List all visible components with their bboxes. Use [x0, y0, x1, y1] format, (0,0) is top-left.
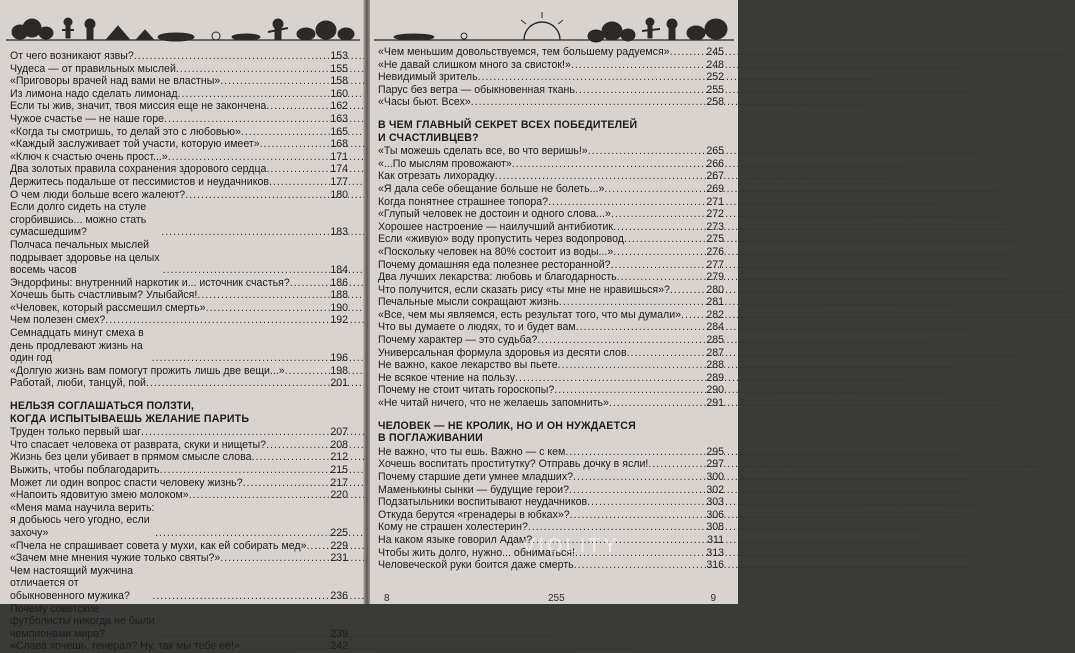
toc-entry[interactable]: Труден только первый шаг ..... 207 — [10, 426, 348, 439]
toc-entry[interactable]: Что спасает человека от разврата, скуки и нищеты? ..... 208 — [10, 439, 348, 452]
toc-entry[interactable]: Жизнь без цели убивает в прямом смысле слова ..... 212 — [10, 451, 348, 464]
toc-entry[interactable]: Чем полезен смех? ..... 192 — [10, 314, 348, 327]
toc-entry[interactable]: «Слава хочешь, генерал? Ну, так мы тебе ее!» ..... 242 — [10, 640, 348, 653]
toc-entry[interactable]: Откуда берутся «гренадеры в юбках»? ..... 306 — [378, 509, 724, 522]
toc-entry[interactable]: «Глупый человек не достоин и одного слова...» ..... 272 — [378, 208, 724, 221]
toc-entry[interactable]: Держитесь подальше от пессимистов и неудачников ..... 177 — [10, 176, 348, 189]
toc-entry[interactable]: «...По мыслям провожают» ..... 266 — [378, 158, 724, 171]
toc-entry[interactable]: Из лимона надо сделать лимонад ..... 160 — [10, 88, 348, 101]
toc-entry[interactable]: На каком языке говорил Адам? ..... 311 — [378, 534, 724, 547]
toc-entry[interactable]: Когда понятнее страшнее топора? ..... 271 — [378, 196, 724, 209]
toc-entry[interactable]: «Долгую жизнь вам помогут прожить лишь две вещи...» ..... 198 — [10, 365, 348, 378]
toc-entry[interactable]: Печальные мысли сокращают жизнь ..... 281 — [378, 296, 724, 309]
right-page — [370, 0, 738, 604]
toc-entry[interactable]: Семнадцать минут смеха в день продлевают жизнь на один год ..... 196 — [10, 327, 348, 365]
toc-entry[interactable]: Хочешь воспитать проститутку? Отправь дочку в ясли! ..... 297 — [378, 458, 724, 471]
footer-mark: 8 — [384, 593, 390, 604]
toc-entry[interactable]: От чего возникают язвы? ..... 153 — [10, 50, 348, 63]
toc-entry[interactable]: «Каждый заслуживает той участи, которую имеет» ..... 168 — [10, 138, 348, 151]
toc-entry[interactable]: «Ты можешь сделать все, во что веришь!» ..... 265 — [378, 145, 724, 158]
toc-entry[interactable]: Если долго сидеть на стуле сгорбившись... можно стать сумасшедшим? ..... 183 — [10, 201, 348, 239]
toc-entry[interactable]: Не важно, какое лекарство вы пьете ..... 288 — [378, 359, 724, 372]
toc-entry[interactable]: Может ли один вопрос спасти человеку жизнь? ..... 217 — [10, 477, 348, 490]
toc-entry[interactable]: Почему не стоит читать гороскопы? ..... 290 — [378, 384, 724, 397]
toc-entry[interactable]: «Чем меньшим довольствуемся, тем большему радуемся» ..... 245 — [378, 46, 724, 59]
toc-entry[interactable]: «Зачем мне мнения чужие только святы?» ..... 231 — [10, 552, 348, 565]
toc-entry[interactable]: О чем люди больше всего жалеют? ..... 180 — [10, 189, 348, 202]
toc-entry[interactable]: Если ты жив, значит, твоя миссия еще не закончена ..... 162 — [10, 100, 348, 113]
footer-mark: 255 — [548, 593, 565, 604]
toc-entry[interactable]: Что вы думаете о людях, то и будет вам ..... 284 — [378, 321, 724, 334]
toc-entry[interactable]: Выжить, чтобы поблагодарить ..... 215 — [10, 464, 348, 477]
toc-entry[interactable]: Парус без ветра — обыкновенная ткань ..... 255 — [378, 84, 724, 97]
toc-entry[interactable]: «Пчела не спрашивает совета у мухи, как ей собирать мед» ..... 229 — [10, 540, 348, 553]
toc-entry[interactable]: Как отрезать лихорадку ..... 267 — [378, 170, 724, 183]
toc-entry[interactable]: Почему домашняя еда полезнее ресторанной? ..... 277 — [378, 259, 724, 272]
footer-mark: 9 — [710, 593, 716, 604]
toc-entry[interactable]: Человеческой руки боится даже смерть ..... 316 — [378, 559, 724, 572]
toc-entry[interactable]: «Когда ты смотришь, то делай это с любовью» ..... 165 — [10, 126, 348, 139]
toc-entry[interactable]: Чужое счастье — не наше горе ..... 163 — [10, 113, 348, 126]
toc-entry[interactable]: Почему советские футболисты никогда не были чемпионами мира? ..... 239 — [10, 603, 348, 641]
toc-entry[interactable]: «Приговоры врачей над вами не властны» ..... 158 — [10, 75, 348, 88]
toc-entry[interactable]: Невидимый зритель ..... 252 — [378, 71, 724, 84]
toc-entry[interactable]: «Человек, который рассмешил смерть» ..... 190 — [10, 302, 348, 315]
watermark: VIOLITY — [522, 535, 620, 557]
toc-list-right — [378, 46, 724, 572]
doodle-strip-icon — [6, 4, 360, 44]
toc-entry[interactable]: «Поскольку человек на 80% состоит из воды...» ..... 276 — [378, 246, 724, 259]
toc-entry[interactable]: Работай, люби, танцуй, пой ..... 201 — [10, 377, 348, 390]
toc-entry[interactable]: Два лучших лекарства: любовь и благодарность ..... 279 — [378, 271, 724, 284]
toc-entry[interactable]: Чем настоящий мужчина отличается от обыкновенного мужика? ..... 236 — [10, 565, 348, 603]
toc-entry[interactable]: Не важно, что ты ешь. Важно — с кем ..... 295 — [378, 446, 724, 459]
section-heading: В ЧЕМ ГЛАВНЫЙ СЕКРЕТ ВСЕХ ПОБЕДИТЕЛЕЙ И СЧАСТЛИВЦЕВ? — [378, 118, 638, 144]
toc-entry[interactable]: «Не давай слишком много за свисток!» ..... 248 — [378, 59, 724, 72]
toc-entry[interactable]: «Часы бьют. Всех» ..... 258 — [378, 96, 724, 109]
toc-entry[interactable]: Эндорфины: внутренний наркотик и... источник счастья? ..... 186 — [10, 277, 348, 290]
toc-entry[interactable]: Кому не страшен холестерин? ..... 308 — [378, 521, 724, 534]
toc-entry[interactable]: Почему старшие дети умнее младших? ..... 300 — [378, 471, 724, 484]
section-heading: ЧЕЛОВЕК — НЕ КРОЛИК, НО И ОН НУЖДАЕТСЯ В ПОГЛАЖИВАНИИ — [378, 419, 636, 445]
toc-entry[interactable]: Маменькины сынки — будущие герои? ..... 302 — [378, 484, 724, 497]
decorative-header-strip — [374, 4, 734, 44]
doodle-strip-icon — [374, 4, 734, 44]
left-page — [0, 0, 364, 653]
toc-entry[interactable]: Хорошее настроение — наилучший антибиотик ..... 273 — [378, 221, 724, 234]
toc-entry[interactable]: Хочешь быть счастливым? Улыбайся! ..... 188 — [10, 289, 348, 302]
toc-entry[interactable]: Подзатыльники воспитывают неудачников ..... 303 — [378, 496, 724, 509]
toc-entry[interactable]: Если «живую» воду пропустить через водопровод ..... 275 — [378, 233, 724, 246]
toc-entry[interactable]: «Не читай ничего, что не желаешь запомнить» ..... 291 — [378, 397, 724, 410]
toc-entry[interactable]: Почему характер — это судьба? ..... 285 — [378, 334, 724, 347]
toc-entry[interactable]: «Напоить ядовитую змею молоком» ..... 220 — [10, 489, 348, 502]
toc-entry[interactable]: Не всякое чтение на пользу ..... 289 — [378, 372, 724, 385]
toc-entry[interactable]: Два золотых правила сохранения здорового сердца ..... 174 — [10, 163, 348, 176]
decorative-header-strip — [6, 4, 360, 44]
toc-entry[interactable]: Универсальная формула здоровья из десяти слов ..... 287 — [378, 347, 724, 360]
section-heading: НЕЛЬЗЯ СОГЛАШАТЬСЯ ПОЛЗТИ, КОГДА ИСПЫТЫВАЕШЬ ЖЕЛАНИЕ ПАРИТЬ — [10, 400, 250, 425]
toc-entry[interactable]: Чудеса — от правильных мыслей ..... 155 — [10, 63, 348, 76]
toc-entry[interactable]: «Ключ к счастью очень прост...» ..... 171 — [10, 151, 348, 164]
toc-entry[interactable]: «Я дала себе обещание больше не болеть...» ..... 269 — [378, 183, 724, 196]
toc-list-left — [10, 50, 348, 653]
toc-entry[interactable]: «Меня мама научила верить: я добьюсь чего угодно, если захочу» ..... 225 — [10, 502, 348, 540]
toc-entry[interactable]: Полчаса печальных мыслей подрывает здоровье на целых восемь часов ..... 184 — [10, 239, 348, 277]
toc-entry[interactable]: Чтобы жить долго, нужно... обниматься! ..... 313 — [378, 547, 724, 560]
toc-entry[interactable]: «Все, чем мы являемся, есть результат того, что мы думали» ..... 282 — [378, 309, 724, 322]
toc-entry[interactable]: Что получится, если сказать рису «ты мне не нравишься»? ..... 280 — [378, 284, 724, 297]
